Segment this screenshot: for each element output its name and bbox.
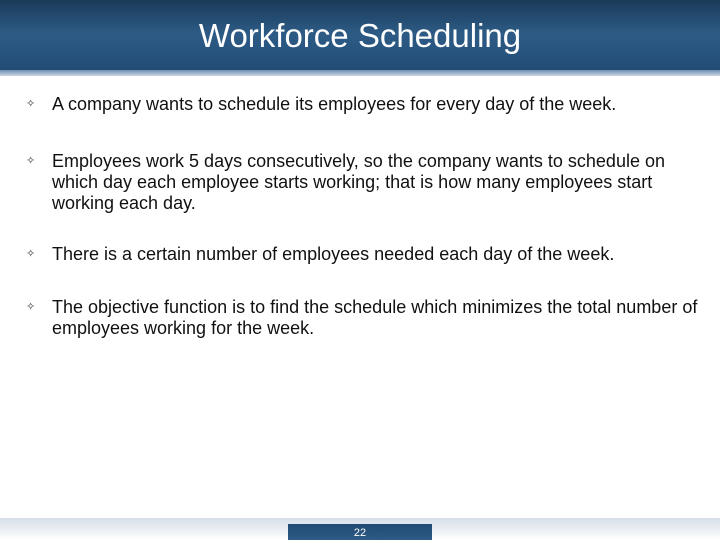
footer: [0, 518, 720, 540]
bullet-text: There is a certain number of employees needed each day of the week.: [52, 244, 615, 264]
bullet-text: A company wants to schedule its employees for every day of the week.: [52, 94, 617, 114]
title-banner: [0, 0, 720, 76]
bullet-item: [24, 151, 704, 214]
bullet-item: [24, 244, 704, 265]
page-number: 22: [353, 527, 367, 539]
slide-title: Workforce Scheduling: [198, 17, 522, 54]
diamond-arrow-bullet-icon: ✧: [26, 301, 36, 313]
bullet-list: [24, 92, 704, 339]
bullet-text: Employees work 5 days consecutively, so the company wants to schedule on which day each employee starts working; that is how many employees start working each day.: [52, 151, 665, 213]
diamond-arrow-bullet-icon: ✧: [26, 98, 36, 110]
diamond-arrow-bullet-icon: ✧: [26, 155, 36, 167]
page-number-bar: [288, 524, 432, 540]
diamond-arrow-bullet-icon: ✧: [26, 248, 36, 260]
bullet-item: [24, 94, 704, 115]
bullet-text: The objective function is to find the schedule which minimizes the total number of employees working for the week.: [52, 297, 698, 338]
bullet-item: [24, 297, 704, 339]
